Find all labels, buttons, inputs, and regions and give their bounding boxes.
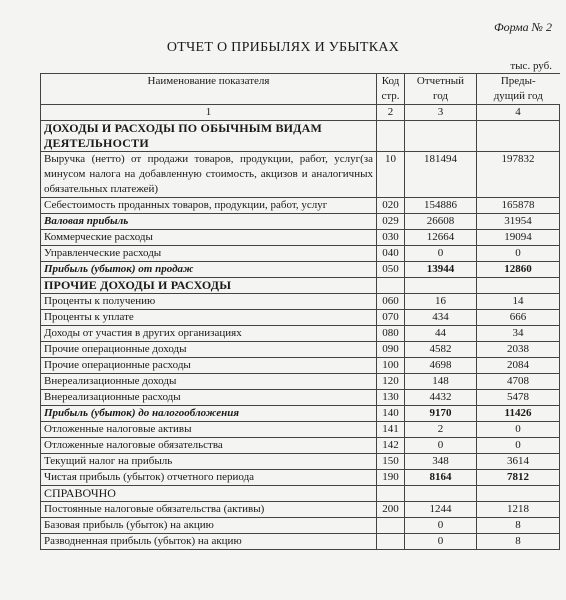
- header-current: Отчетный год: [405, 74, 477, 105]
- units-label: тыс. руб.: [510, 60, 552, 72]
- row-code: 020: [377, 198, 405, 214]
- row-previous: [477, 278, 560, 294]
- row-code: 10: [377, 152, 405, 198]
- row-code: 040: [377, 246, 405, 262]
- row-code: 070: [377, 310, 405, 326]
- table-row: [41, 230, 560, 246]
- row-code: 080: [377, 326, 405, 342]
- row-name: ПРОЧИЕ ДОХОДЫ И РАСХОДЫ: [41, 278, 377, 294]
- table-row: [41, 152, 560, 198]
- row-previous: 8: [477, 518, 560, 534]
- row-current: 0: [405, 518, 477, 534]
- table-row: [41, 406, 560, 422]
- section-row: [41, 121, 560, 152]
- row-name: ДОХОДЫ И РАСХОДЫ ПО ОБЫЧНЫМ ВИДАМ ДЕЯТЕЛЬНОСТИ: [41, 121, 377, 152]
- row-name: Чистая прибыль (убыток) отчетного периода: [41, 470, 377, 486]
- row-previous: [477, 121, 560, 152]
- row-current: 44: [405, 326, 477, 342]
- row-previous: 14: [477, 294, 560, 310]
- form-number: Форма № 2: [493, 20, 552, 34]
- row-previous: 34: [477, 326, 560, 342]
- row-code: 100: [377, 358, 405, 374]
- row-code: 050: [377, 262, 405, 278]
- row-code: 130: [377, 390, 405, 406]
- row-current: 8164: [405, 470, 477, 486]
- row-name: Текущий налог на прибыль: [41, 454, 377, 470]
- header-code: Код стр.: [377, 74, 405, 105]
- table-row: [41, 470, 560, 486]
- row-name: Прочие операционные расходы: [41, 358, 377, 374]
- row-code: [377, 121, 405, 152]
- row-code: [377, 518, 405, 534]
- table-row: [41, 374, 560, 390]
- table-row: [41, 358, 560, 374]
- row-code: 190: [377, 470, 405, 486]
- row-code: [377, 534, 405, 550]
- table-row: [41, 214, 560, 230]
- row-name: Себестоимость проданных товаров, продукции, работ, услуг: [41, 198, 377, 214]
- row-code: 060: [377, 294, 405, 310]
- table-row: [41, 342, 560, 358]
- row-name: СПРАВОЧНО: [41, 486, 377, 502]
- header-index-row: [41, 105, 560, 121]
- row-name: Внереализационные доходы: [41, 374, 377, 390]
- row-previous: 31954: [477, 214, 560, 230]
- header-previous: Преды- дущий год: [477, 74, 560, 105]
- row-code: 150: [377, 454, 405, 470]
- table-row: [41, 390, 560, 406]
- row-previous: 11426: [477, 406, 560, 422]
- row-previous: 12860: [477, 262, 560, 278]
- row-current: 1244: [405, 502, 477, 518]
- row-code: [377, 278, 405, 294]
- row-current: 4432: [405, 390, 477, 406]
- table-row: [41, 246, 560, 262]
- row-code: 200: [377, 502, 405, 518]
- row-previous: 5478: [477, 390, 560, 406]
- row-current: 0: [405, 438, 477, 454]
- row-name: Управленческие расходы: [41, 246, 377, 262]
- row-current: 9170: [405, 406, 477, 422]
- row-current: 148: [405, 374, 477, 390]
- row-current: 2: [405, 422, 477, 438]
- row-name: Прочие операционные доходы: [41, 342, 377, 358]
- row-previous: [477, 486, 560, 502]
- index-code: 2: [377, 105, 405, 121]
- row-name: Разводненная прибыль (убыток) на акцию: [41, 534, 377, 550]
- row-code: 142: [377, 438, 405, 454]
- row-name: Внереализационные расходы: [41, 390, 377, 406]
- row-current: [405, 486, 477, 502]
- row-current: 16: [405, 294, 477, 310]
- row-previous: 0: [477, 246, 560, 262]
- header-row: [41, 74, 560, 105]
- row-current: [405, 278, 477, 294]
- row-code: 141: [377, 422, 405, 438]
- row-code: 030: [377, 230, 405, 246]
- row-previous: 3614: [477, 454, 560, 470]
- section-row: [41, 278, 560, 294]
- row-current: 434: [405, 310, 477, 326]
- row-current: [405, 121, 477, 152]
- row-current: 26608: [405, 214, 477, 230]
- row-name: Базовая прибыль (убыток) на акцию: [41, 518, 377, 534]
- table-row: [41, 310, 560, 326]
- row-previous: 165878: [477, 198, 560, 214]
- header-name: Наименование показателя: [41, 74, 377, 105]
- row-code: 029: [377, 214, 405, 230]
- row-previous: 2038: [477, 342, 560, 358]
- report-title: ОТЧЕТ О ПРИБЫЛЯХ И УБЫТКАХ: [166, 40, 400, 55]
- row-name: Отложенные налоговые активы: [41, 422, 377, 438]
- index-previous: 4: [477, 105, 560, 121]
- row-previous: 0: [477, 438, 560, 454]
- row-current: 154886: [405, 198, 477, 214]
- table-row: [41, 438, 560, 454]
- table-row: [41, 422, 560, 438]
- table-row: [41, 454, 560, 470]
- row-name: Прибыль (убыток) от продаж: [41, 262, 377, 278]
- index-current: 3: [405, 105, 477, 121]
- table-row: [41, 502, 560, 518]
- row-name: Постоянные налоговые обязательства (активы): [41, 502, 377, 518]
- row-name: Прибыль (убыток) до налогообложения: [41, 406, 377, 422]
- row-current: 4582: [405, 342, 477, 358]
- table-row: [41, 262, 560, 278]
- row-code: 120: [377, 374, 405, 390]
- income-statement-table: [40, 73, 560, 550]
- row-previous: 2084: [477, 358, 560, 374]
- row-name: Проценты к получению: [41, 294, 377, 310]
- row-code: [377, 486, 405, 502]
- table-row: [41, 518, 560, 534]
- row-previous: 8: [477, 534, 560, 550]
- row-code: 140: [377, 406, 405, 422]
- table-row: [41, 294, 560, 310]
- row-current: 4698: [405, 358, 477, 374]
- row-previous: 1218: [477, 502, 560, 518]
- row-current: 13944: [405, 262, 477, 278]
- row-previous: 7812: [477, 470, 560, 486]
- row-name: Валовая прибыль: [41, 214, 377, 230]
- row-current: 0: [405, 534, 477, 550]
- row-previous: 19094: [477, 230, 560, 246]
- section-row: [41, 486, 560, 502]
- row-previous: 4708: [477, 374, 560, 390]
- row-previous: 666: [477, 310, 560, 326]
- row-code: 090: [377, 342, 405, 358]
- row-name: Отложенные налоговые обязательства: [41, 438, 377, 454]
- index-name: 1: [41, 105, 377, 121]
- row-current: 0: [405, 246, 477, 262]
- row-current: 12664: [405, 230, 477, 246]
- table-row: [41, 198, 560, 214]
- row-name: Проценты к уплате: [41, 310, 377, 326]
- table-row: [41, 534, 560, 550]
- row-current: 348: [405, 454, 477, 470]
- row-current: 181494: [405, 152, 477, 198]
- row-name: Выручка (нетто) от продажи товаров, продукции, работ, услуг(за минусом налога на добавленную стоимость, акцизов и аналогичных обязательных платежей): [41, 152, 377, 198]
- table-row: [41, 326, 560, 342]
- row-previous: 197832: [477, 152, 560, 198]
- row-previous: 0: [477, 422, 560, 438]
- row-name: Коммерческие расходы: [41, 230, 377, 246]
- row-name: Доходы от участия в других организациях: [41, 326, 377, 342]
